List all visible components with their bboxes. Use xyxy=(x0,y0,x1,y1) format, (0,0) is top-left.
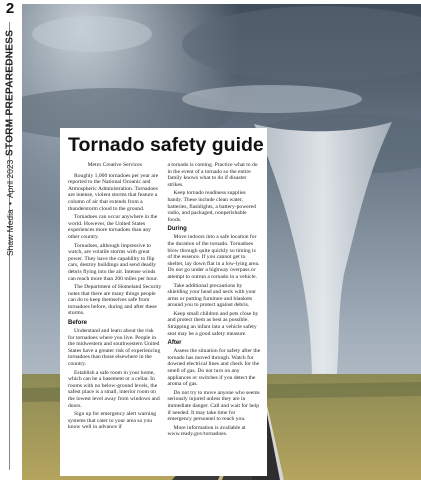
article-paragraph: Keep tornado readiness supplies handy. These include clean water, batteries, flashlights, a battery-powered radio, and packaged, nonperishable foods. xyxy=(167,190,256,223)
spine-date: April 2023 xyxy=(5,160,15,199)
article-paragraph: Roughly 1,000 tornadoes per year are reported to the National Oceanic and Atmospheric Administration. Tornadoes are intense, violent storms that feature a column of air that extends from a thunderstorm cloud to the ground. xyxy=(68,172,159,212)
spine-section-title: STORM PREPAREDNESS xyxy=(4,30,16,157)
article-paragraph: Keep small children and pets close by and protect them as best as possible. Strapping an infant into a vehicle safety seat may be a good safety measure. xyxy=(167,310,259,337)
article-column-2 xyxy=(168,162,262,440)
article-paragraph: Assess the situation for safety after the tornado has moved through. Watch for downed electrical lines and check for the smell of gas. Do not turn on any appliances or switches if you detect the aroma of gas. xyxy=(167,348,261,388)
article-paragraph: More information is available at www.ready.gov/tornadoes. xyxy=(167,424,246,438)
article-paragraph: Establish a safe room in your home, which can be a basement or a cellar. In rooms with no below-ground levels, the safest place is a small, interior room on the lowest level away from windows and doors. xyxy=(68,369,160,409)
article-paragraph: Tornadoes, although impressive to watch, are volatile storms with great power. They have the capability to flip cars, destroy buildings and send deadly debris flying into the air. Intense winds can reach more than 200 miles per hour. xyxy=(68,242,158,282)
article-paragraph: Take additional precautions by shielding your head and neck with your arms or putting furniture and blankets around you to protect against debris. xyxy=(167,282,257,309)
article-paragraph: Sign up for emergency alert warning systems that cater to your area so you know well in advance if xyxy=(68,411,157,431)
article-paragraph: The Department of Homeland Security notes that there are many things people can do to keep themselves safe from tornadoes before, during and after these storms. xyxy=(68,284,162,317)
section-heading-during: During xyxy=(167,226,187,233)
spine-bullet: • xyxy=(5,202,15,206)
section-heading-after: After xyxy=(167,340,182,347)
article-byline: Metro Creative Services xyxy=(87,162,142,168)
article-headline: Tornado safety guide xyxy=(68,134,264,156)
spine-source: Shaw Media xyxy=(5,209,15,257)
article-column-1 xyxy=(68,162,162,440)
article-paragraph: Understand and learn about the risk for tornadoes where you live. People in the midwestern and southwestern United States have a greater risk of experiencing tornadoes than those elsewhere in the country. xyxy=(68,328,161,368)
page-spine xyxy=(0,0,20,480)
page-number: 2 xyxy=(5,0,15,17)
spine-running-head xyxy=(3,30,17,450)
article-paragraph: Tornadoes can occur anywhere in the world. However, the United States experiences more tornadoes than any other country. xyxy=(68,214,158,240)
article-paragraph: Do not try to move anyone who seems seriously injured unless they are in immediate danger. Call and wait for help if needed. It may take time for emergency personnel to reach you. xyxy=(167,389,260,423)
article-paragraph: Move indoors into a safe location for the duration of the tornado. Tornadoes blow through quite quickly so timing is of the essence. If you cannot get to shelter, lay down flat in a low-lying area. Do not go under a highway overpass or attempt to outrun a tornado in a vehicle. xyxy=(167,234,260,280)
article-paragraph: a tornado is coming. Practice what to do in the event of a tornado so the entire family knows what to do if disaster strikes. xyxy=(167,162,258,188)
section-heading-before: Before xyxy=(68,320,88,327)
article-box xyxy=(60,128,267,476)
